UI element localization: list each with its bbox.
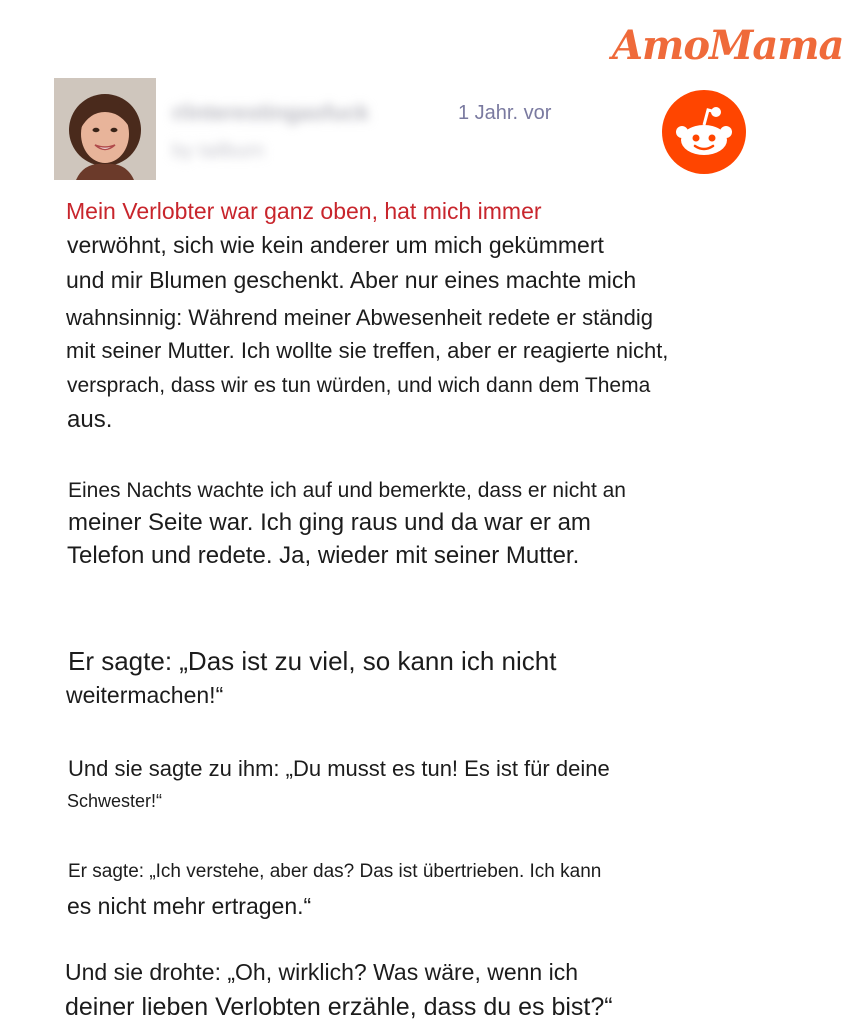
story-line-7: aus. [67, 406, 113, 433]
story-line-15: Er sagte: „Ich verstehe, aber das? Das ist übertrieben. Ich kann [68, 861, 602, 882]
story-line-1: Mein Verlobter war ganz oben, hat mich immer [66, 198, 542, 224]
story-line-4: wahnsinnig: Während meiner Abwesenheit redete er ständig [66, 305, 654, 330]
story-line-2: verwöhnt, sich wie kein anderer um mich gekümmert [67, 232, 604, 258]
story-line-11: Er sagte: „Das ist zu viel, so kann ich nicht [68, 646, 557, 676]
reddit-icon [662, 90, 746, 174]
user-subline: by tailburn [172, 140, 265, 162]
username[interactable]: r/interestingasfuck [172, 100, 369, 125]
story-line-6: versprach, dass wir es tun würden, und wich dann dem Thema [67, 374, 651, 397]
story-line-14: Schwester!“ [67, 791, 163, 811]
story-line-9: meiner Seite war. Ich ging raus und da war er am [68, 509, 591, 536]
avatar [54, 78, 156, 180]
story-line-10: Telefon und redete. Ja, wieder mit seiner Mutter. [67, 542, 580, 569]
story-line-5: mit seiner Mutter. Ich wollte sie treffen, aber er reagierte nicht, [66, 338, 669, 363]
story-line-18: deiner lieben Verlobten erzähle, dass du es bist?“ [65, 993, 613, 1021]
avatar-photo [54, 78, 156, 180]
story-line-17: Und sie drohte: „Oh, wirklich? Was wäre, wenn ich [65, 959, 579, 985]
story-line-8: Eines Nachts wachte ich auf und bemerkte, dass er nicht an [68, 479, 626, 502]
story-line-12: weitermachen!“ [66, 682, 224, 708]
post-timestamp: 1 Jahr. vor [458, 102, 552, 124]
story-line-16: es nicht mehr ertragen.“ [67, 893, 312, 919]
story-line-13: Und sie sagte zu ihm: „Du musst es tun! Es ist für deine [68, 756, 610, 781]
story-line-3: und mir Blumen geschenkt. Aber nur eines machte mich [66, 267, 637, 293]
amomama-logo: AmoMama [612, 22, 843, 69]
